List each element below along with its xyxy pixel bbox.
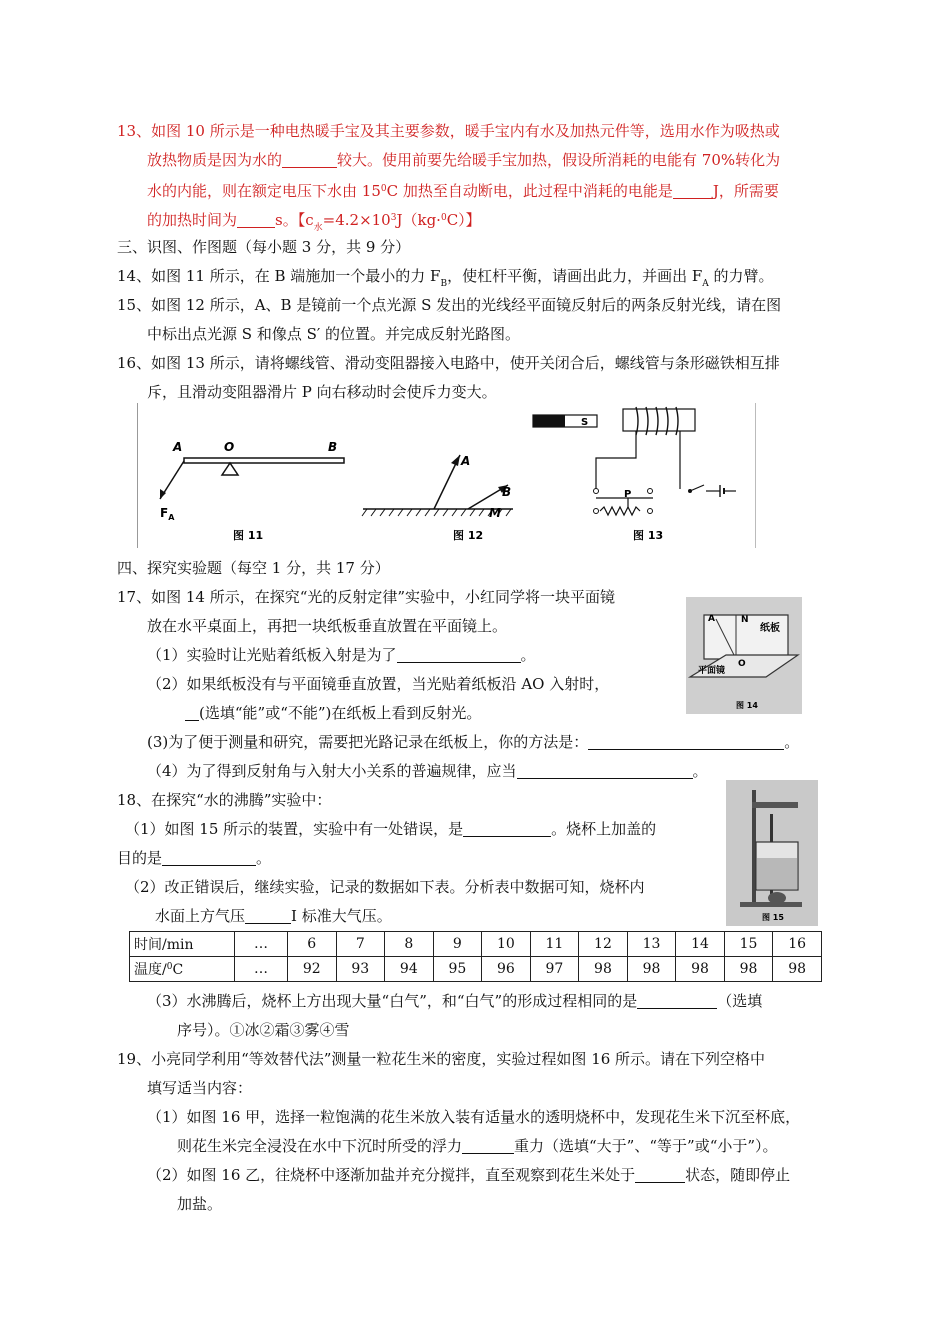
figure-14	[686, 597, 802, 714]
time-cell: 6	[288, 932, 337, 957]
temp-label-text: 温度/	[134, 962, 167, 978]
time-cell: 14	[676, 932, 725, 957]
q18-text: I 标准大气压。	[291, 907, 392, 925]
figures-11-13-drawing	[138, 403, 755, 548]
label-p: P	[624, 489, 632, 500]
q18-part1	[125, 818, 656, 840]
label-fa-main: F	[160, 506, 169, 520]
q13-line4	[147, 207, 481, 239]
label-s: S	[581, 417, 589, 428]
fig13-caption: 图 13	[633, 529, 664, 542]
time-cell: 15	[724, 932, 773, 957]
label-fa-sub: A	[168, 513, 175, 522]
q18-text: 水面上方气压	[155, 907, 246, 925]
label-a: A	[173, 440, 183, 454]
subscript: 水	[313, 223, 323, 233]
temp-cell: 98	[627, 957, 676, 982]
label-n: N	[741, 615, 749, 625]
q19-part1: （1）如图 16 甲，选择一粒饱满的花生米放入装有适量水的透明烧杯中，发现花生米下沉至杯底，	[147, 1108, 801, 1126]
q17-part3	[147, 731, 799, 753]
q19-text: 重力（选填“大于”、“等于”或“小于”）。	[514, 1137, 778, 1155]
solenoid-figure	[533, 407, 736, 542]
q17-blank-4[interactable]	[517, 762, 693, 779]
q18-text: （选填	[717, 992, 763, 1010]
q18-text: （3）水沸腾后，烧杯上方出现大量“白气”，和“白气”的形成过程相同的是	[147, 992, 638, 1010]
temp-cell: 93	[336, 957, 385, 982]
superscript: 3	[390, 213, 397, 223]
section-4-heading: 四、探究实验题（每空 1 分，共 17 分）	[117, 559, 390, 577]
temp-cell: 95	[433, 957, 482, 982]
q13-blank-2[interactable]	[673, 182, 713, 199]
wire	[596, 431, 636, 489]
q19-text: 则花生米完全浸没在水中下沉时所受的浮力	[177, 1137, 463, 1155]
lever-figure	[160, 440, 344, 542]
q17-text: （1）实验时让光贴着纸板入射是为了	[147, 646, 397, 664]
q16-line1: 16、如图 13 所示，请将螺线管、滑动变阻器接入电路中，使开关闭合后，螺线管与条形磁铁相互排	[117, 354, 780, 372]
q13-text: C 加热至自动断电，此过程中消耗的电能是	[386, 182, 673, 200]
degree-mark: 0	[166, 962, 173, 972]
q18-part2: （2）改正错误后，继续实验，记录的数据如下表。分析表中数据可知，烧杯内	[125, 878, 645, 896]
base	[740, 902, 802, 907]
q17-text: (选填“能”或“不能”)在纸板上看到反射光。	[199, 704, 482, 722]
ellipsis-cell: …	[235, 932, 288, 957]
figure-15	[726, 780, 818, 926]
q19-text: 状态，随即停止	[685, 1166, 791, 1184]
q17-part2: （2）如果纸板没有与平面镜垂直放置，当光贴着纸板沿 AO 入射时，	[147, 675, 610, 693]
q13-blank-3[interactable]	[237, 211, 275, 228]
q17-blank-2[interactable]	[185, 704, 199, 721]
q17-part4	[147, 760, 708, 782]
fig15-caption: 图 15	[762, 913, 784, 922]
temp-unit: C	[172, 962, 184, 978]
label-b: B	[328, 440, 338, 454]
q16-line2: 斥，且滑动变阻器滑片 P 向右移动时会使斥力变大。	[147, 383, 497, 401]
q13-text: 较大。使用前要先给暖手宝加热，假设所消耗的电能有 70%转化为	[337, 151, 781, 169]
q13-line3	[147, 178, 779, 202]
q13-text: 放热物质是因为水的	[147, 151, 283, 169]
time-cell: 11	[530, 932, 579, 957]
q19-blank-2[interactable]	[635, 1166, 685, 1183]
time-cell: 7	[336, 932, 385, 957]
q17-text: 。	[520, 646, 536, 664]
q13-text: =4.2×10	[322, 211, 391, 229]
q17-part2b	[185, 702, 481, 724]
degree-mark: 0	[440, 213, 447, 223]
time-cell: 10	[482, 932, 531, 957]
time-cell: 8	[385, 932, 434, 957]
temp-cell: 96	[482, 957, 531, 982]
q13-line2	[147, 149, 780, 171]
q13-text: 的加热时间为	[147, 211, 238, 229]
temp-cell: 94	[385, 957, 434, 982]
q18-line1: 18、在探究“水的沸腾”实验中：	[117, 791, 332, 809]
time-cell: 12	[579, 932, 628, 957]
q17-blank-3[interactable]	[588, 733, 784, 750]
label-o: O	[738, 659, 746, 669]
q17-line1: 17、如图 14 所示，在探究“光的反射定律”实验中，小红同学将一块平面镜	[117, 588, 616, 606]
q13-text: J，所需要	[712, 182, 779, 200]
lever-bar	[184, 458, 344, 463]
q13-text: 水的内能，则在额定电压下水由 15	[147, 182, 381, 200]
q18-blank-2[interactable]	[162, 849, 256, 866]
q18-part3c: 序号）。①冰②霜③雾④雪	[177, 1021, 350, 1039]
label-b: B	[502, 485, 512, 499]
time-cell: 16	[773, 932, 822, 957]
temp-cell: 98	[676, 957, 725, 982]
q18-part1c	[117, 847, 271, 869]
q14-text: ，使杠杆平衡，请画出此力，并画出 F	[447, 267, 703, 285]
q18-part3	[147, 990, 762, 1012]
q17-text: 。	[692, 762, 708, 780]
q13-blank-1[interactable]	[282, 151, 337, 168]
time-cell: 13	[627, 932, 676, 957]
q18-blank-3[interactable]	[245, 907, 291, 924]
fig14-caption: 图 14	[736, 701, 758, 710]
q18-text: 。	[256, 849, 272, 867]
fulcrum-icon	[222, 463, 238, 475]
label-fa	[160, 506, 175, 522]
q19-blank-1[interactable]	[462, 1137, 514, 1154]
label-a: A	[708, 614, 715, 624]
figures-11-13	[137, 403, 756, 548]
q15-line2: 中标出点光源 S 和像点 S′ 的位置。并完成反射光路图。	[147, 325, 521, 343]
q18-text: 目的是	[117, 849, 163, 867]
ellipsis-cell: …	[235, 957, 288, 982]
fig11-caption: 图 11	[233, 529, 264, 542]
clamp	[752, 802, 798, 808]
label-a: A	[461, 454, 471, 468]
label-mirror: 平面镜	[698, 666, 726, 676]
label-board: 纸板	[760, 623, 780, 634]
q15-line1: 15、如图 12 所示，A、B 是镜前一个点光源 S 发出的光线经平面镜反射后的两条反射光线，请在图	[117, 296, 782, 314]
q18-part2b	[155, 905, 392, 927]
q18-blank-4[interactable]	[637, 992, 717, 1009]
q19-part2	[147, 1164, 790, 1186]
q19-part1b	[177, 1135, 778, 1157]
q19-part2c: 加盐。	[177, 1195, 223, 1213]
fig12-caption: 图 12	[453, 529, 484, 542]
temp-cell: 98	[724, 957, 773, 982]
subscript: A	[702, 279, 709, 289]
label-m: M	[489, 506, 501, 520]
q18-blank-1[interactable]	[463, 820, 551, 837]
terminal	[648, 509, 653, 514]
table-row-time	[130, 932, 822, 957]
section-3-heading: 三、识图、作图题（每小题 3 分，共 9 分）	[117, 238, 411, 256]
solenoid-core	[623, 409, 695, 431]
q13-line1: 13、如图 10 所示是一种电热暖手宝及其主要参数，暖手宝内有水及加热元件等，选用水作为吸热或	[117, 122, 780, 140]
q19-line2: 填写适当内容：	[147, 1079, 253, 1097]
temp-label	[130, 957, 235, 982]
temp-cell: 97	[530, 957, 579, 982]
temp-cell: 92	[288, 957, 337, 982]
temp-cell: 98	[773, 957, 822, 982]
terminal	[594, 489, 599, 494]
time-cell: 9	[433, 932, 482, 957]
q17-line2: 放在水平桌面上，再把一块纸板垂直放置在平面镜上。	[147, 617, 508, 635]
q18-text: 。烧杯上加盖的	[551, 820, 657, 838]
q17-text: （4）为了得到反射角与入射大小关系的普遍规律，应当	[147, 762, 517, 780]
q19-text: （2）如图 16 乙，往烧杯中逐渐加盐并充分搅拌，直至观察到花生米处于	[147, 1166, 636, 1184]
q13-text: J（kg·	[396, 211, 441, 229]
q17-part1	[147, 644, 536, 666]
bar-magnet-n	[533, 415, 565, 427]
boiling-data-table	[129, 931, 822, 982]
temp-cell: 98	[579, 957, 628, 982]
figure-15-drawing	[726, 780, 818, 926]
arrowhead-icon	[451, 455, 460, 466]
degree-mark: 0	[380, 184, 387, 194]
mirror-figure	[362, 454, 513, 542]
q17-text: (3)为了便于测量和研究，需要把光路记录在纸板上，你的方法是：	[147, 733, 589, 751]
q17-text: 。	[784, 733, 800, 751]
q13-text: s。【c	[275, 211, 314, 229]
q14	[117, 265, 774, 295]
time-label: 时间/min	[130, 932, 235, 957]
subscript: B	[440, 279, 448, 289]
table-row-temp	[130, 957, 822, 982]
figure-14-drawing	[686, 597, 802, 714]
q14-text: 的力臂。	[708, 267, 774, 285]
switch-blade	[690, 485, 704, 491]
label-o: O	[224, 440, 235, 454]
terminal	[648, 489, 653, 494]
q13-text: C）】	[446, 211, 481, 229]
q14-text: 14、如图 11 所示，在 B 端施加一个最小的力 F	[117, 267, 441, 285]
terminal	[594, 509, 599, 514]
rheostat-coil	[600, 507, 640, 515]
water	[757, 858, 797, 889]
q17-blank-1[interactable]	[397, 646, 521, 663]
q18-text: （1）如图 15 所示的装置，实验中有一处错误，是	[125, 820, 464, 838]
q19-line1: 19、小亮同学利用“等效替代法”测量一粒花生米的密度，实验过程如图 16 所示。请在下列空格中	[117, 1050, 766, 1068]
